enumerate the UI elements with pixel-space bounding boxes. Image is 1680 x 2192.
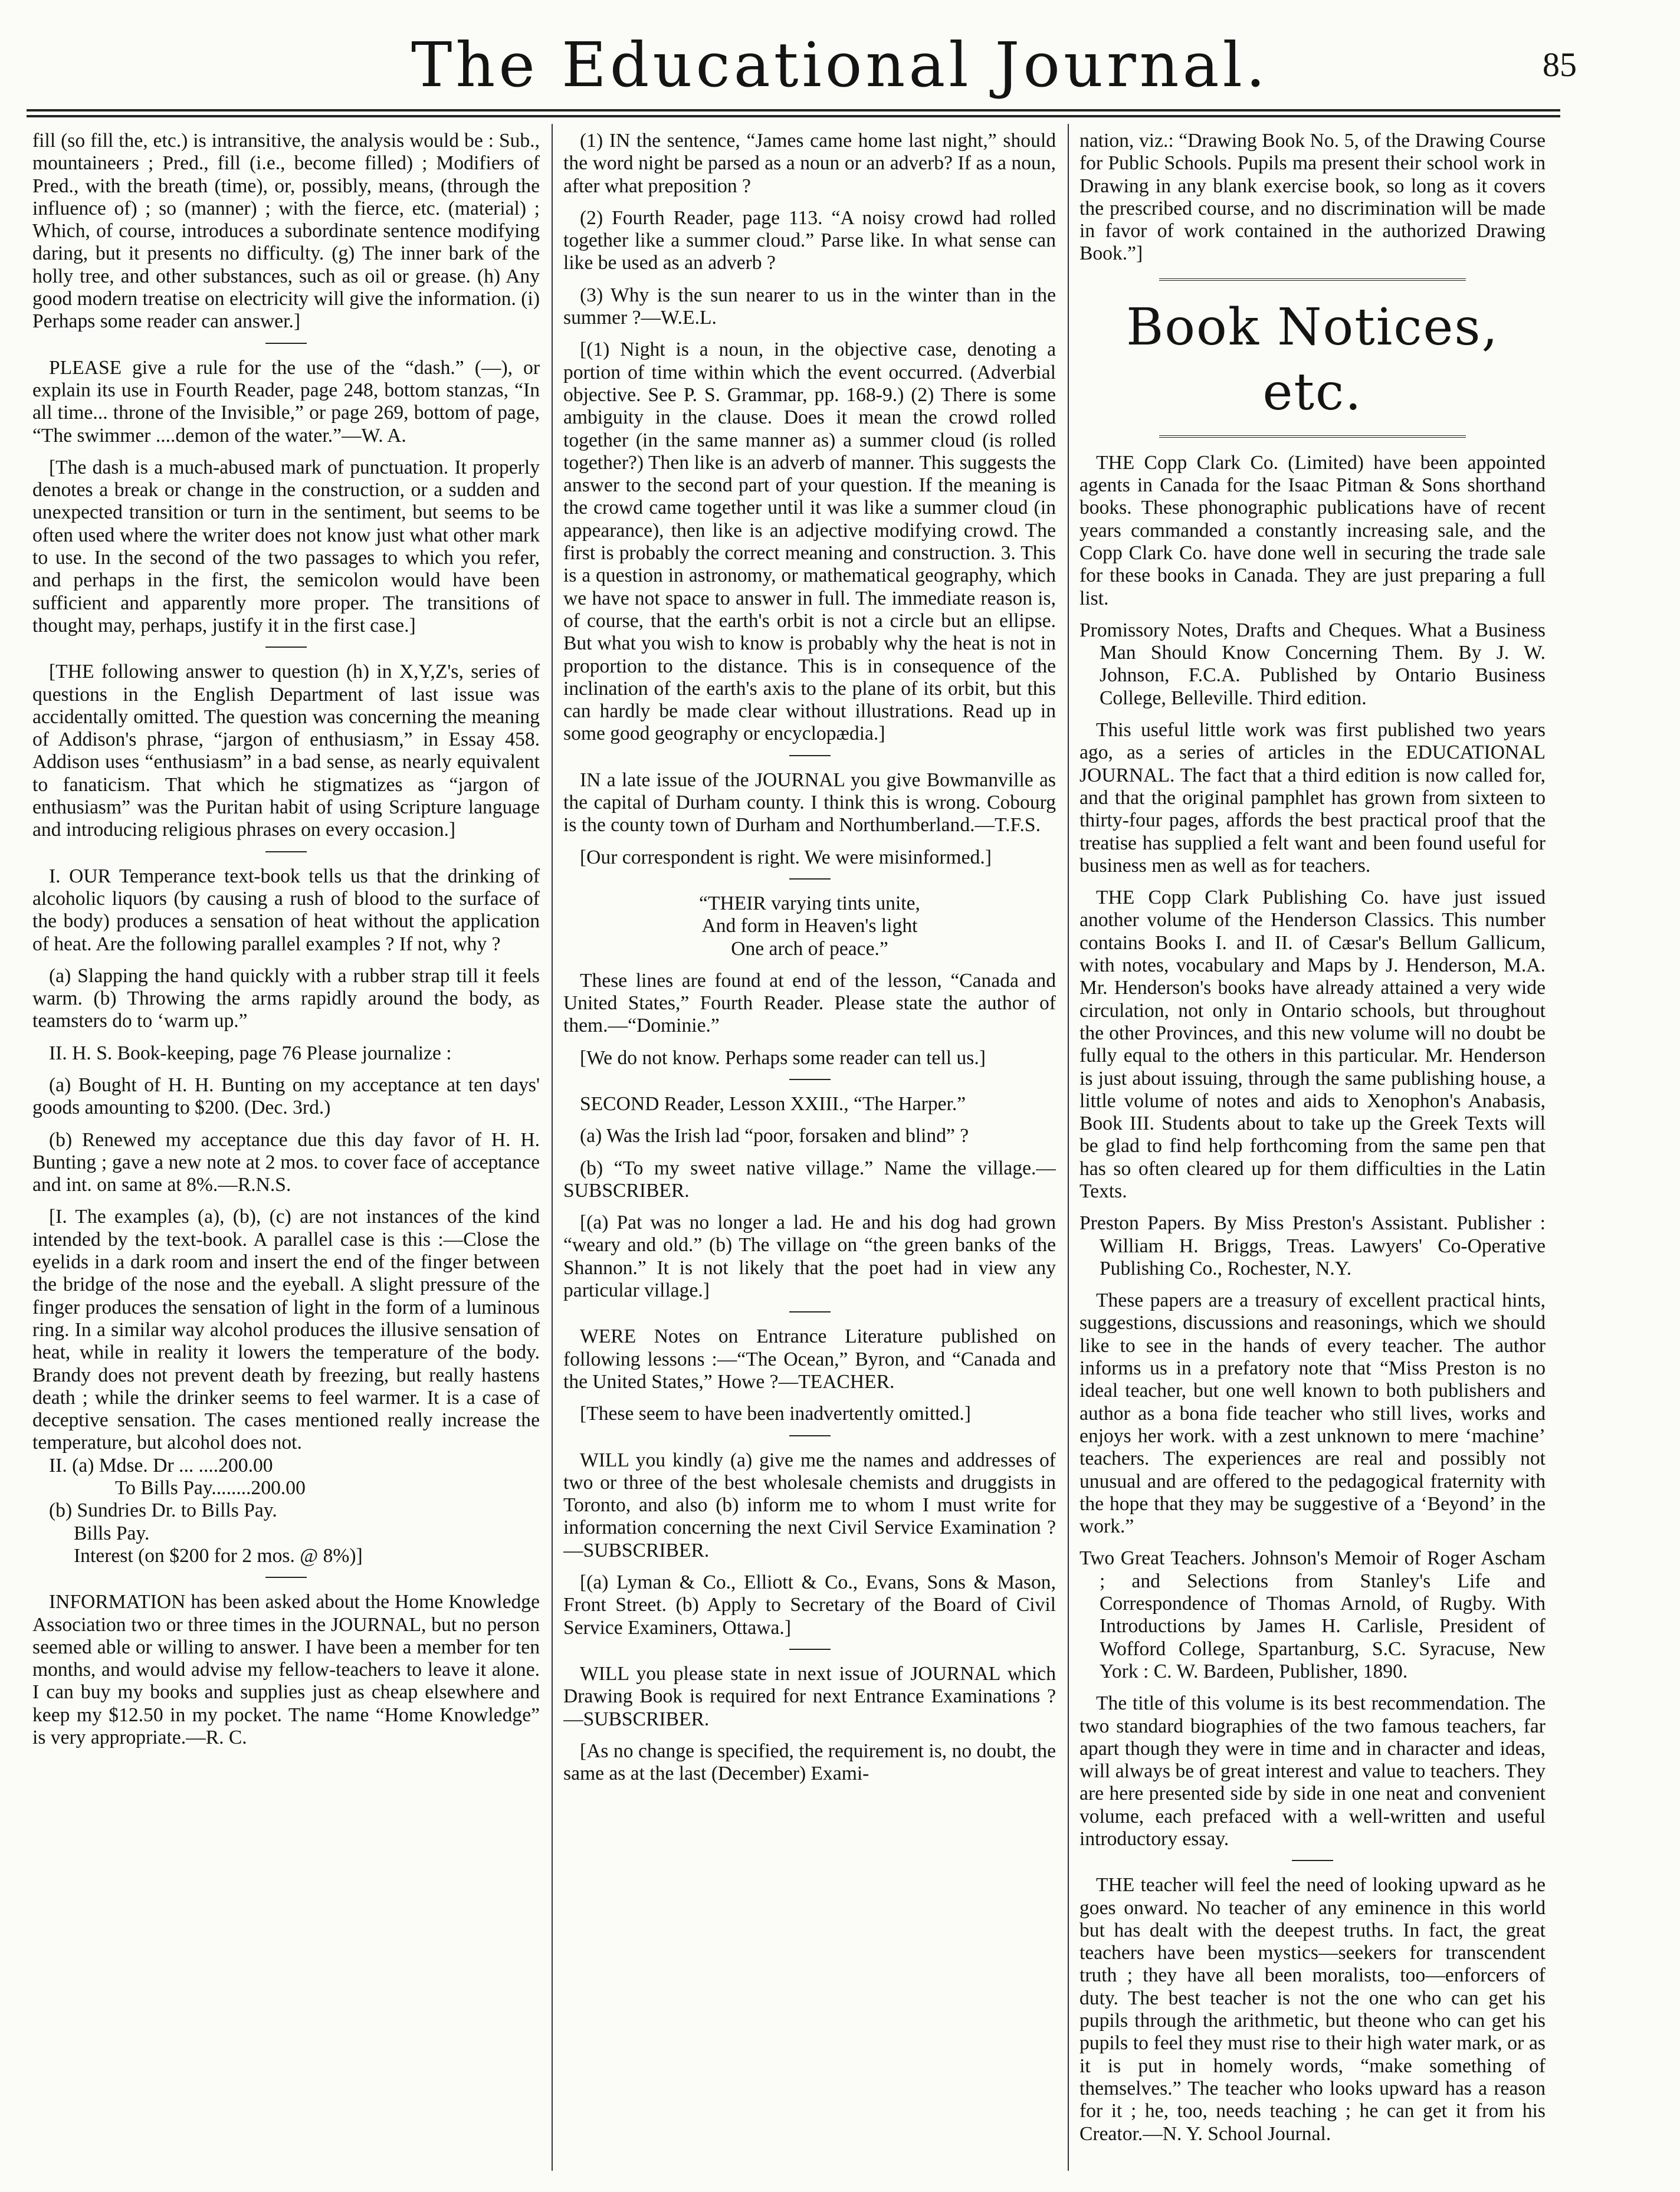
page-number: 85 bbox=[1543, 45, 1577, 84]
paragraph: [We do not know. Perhaps some reader can tell us.] bbox=[580, 1046, 986, 1069]
separator bbox=[265, 343, 307, 344]
paragraph: nation, viz.: “Drawing Book No. 5, of the Drawing Course for Public Schools. Pupils ma present their school work in Drawing in any blank exercise book, so long as it covers the prescribed course, and no discrimination will be made in favor of work contained in the authorized Drawing Book.”] bbox=[1079, 130, 1546, 265]
book-entry: Promissory Notes, Drafts and Cheques. What a Business Man Should Know Concerning Them. By J. W. Johnson, F.C.A. Published by Ontario Business College, Belleville. Third edition. bbox=[1079, 619, 1546, 709]
separator bbox=[789, 755, 831, 756]
paragraph: [I. The examples (a), (b), (c) are not instances of the kind intended by the text-book. A parallel case is this :—Close the eyelids in a dark room and insert the end of the finger between the bridge of the nose and the eyeball. A slight pressure of the finger produces the sensation of light in the form of a luminous ring. In a similar way alcohol produces the illusive sensation of heat, while in reality it lowers the temperature of the body. Brandy does not prevent death by freezing, but really hastens death ; while the drinker seems to feel warmer. It is a case of deceptive sensation. The cases mentioned really increase the temperature, but alcohol does not. bbox=[32, 1206, 540, 1454]
paragraph: I. OUR Temperance text-book tells us that the drinking of alcoholic liquors (by causing a rush of blood to the surface of the body) produces a sensation of heat without the application of heat. Are the following parallel examples ? If not, why ? bbox=[32, 865, 540, 955]
paragraph: (a) Slapping the hand quickly with a rubber strap till it feels warm. (b) Throwing the arms rapidly around the body, as teamsters do to ‘warm up.” bbox=[32, 964, 540, 1032]
separator bbox=[789, 1311, 831, 1312]
column-1 bbox=[32, 130, 540, 2171]
paragraph: WILL you kindly (a) give me the names and addresses of two or three of the best wholesale chemists and druggists in Toronto, and also (b) inform me to whom I must write for information concerning the next Civil Service Examination ?—SUBSCRIBER. bbox=[563, 1449, 1056, 1561]
header-rule-top bbox=[27, 109, 1560, 111]
paragraph: II. H. S. Book-keeping, page 76 Please journalize : bbox=[49, 1042, 452, 1064]
paragraph: fill (so fill the, etc.) is intransitive, the analysis would be : Sub., mountaineers ; Pred., fill (i.e., become filled) ; Modifiers of Pred., with the breath (time), or, possibly, means, (through the influence of) ; so (manner) ; with the fierce, etc. (material) ; Which, of course, introduces a subordinate sentence modifying daring, but it presents no difficulty. (g) The inner bark of the holly tree, and other substances, such as oil or grease. (h) Any good modern treatise on electricity will give the information. (i) Perhaps some reader can answer.] bbox=[32, 130, 540, 333]
verse-line: One arch of peace.” bbox=[731, 937, 888, 960]
paragraph: [These seem to have been inadvertently omitted.] bbox=[580, 1403, 971, 1425]
separator bbox=[789, 1649, 831, 1650]
paragraph: These papers are a treasury of excellent practical hints, suggestions, discussions and reasonings, which we should like to see in the hands of every teacher. The author informs us in a prefatory note that “Miss Preston is no ideal teacher, but one well known to both publishers and author as a bona fide teacher who still lives, works and enjoys her work. with a zest unknown to mere ‘machine’ teachers. The experiences are real and possibly not unusual and are offered to the pedagogical fraternity with the hope that they may be suggestive of a ‘Beyond’ in the work.” bbox=[1079, 1289, 1546, 1538]
journal-entry-line: (b) Sundries Dr. to Bills Pay. bbox=[49, 1499, 277, 1522]
separator bbox=[265, 851, 307, 852]
journal-entry-line: Interest (on $200 for 2 mos. @ 8%)] bbox=[74, 1544, 363, 1567]
separator bbox=[789, 1435, 831, 1436]
paragraph: (a) Was the Irish lad “poor, forsaken and blind” ? bbox=[580, 1125, 969, 1147]
masthead bbox=[0, 29, 1680, 100]
paragraph: [(1) Night is a noun, in the objective case, denoting a portion of time within which the event occurred. (Adverbial objective. See P. S. Grammar, pp. 168-9.) (2) There is some ambiguity in the clause. Does it mean the crowd rolled together (in the same manner as) a summer cloud (is rolled together?) Then like is an adverb of manner. This suggests the answer to the second part of your question. If the meaning is the crowd came together until it was like a summer cloud (in appearance), then like is an adjective modifying crowd. The first is probably the correct meaning and construction. 3. This is a question in astronomy, or mathematical geography, which we have not space to answer in full. The immediate reason is, of course, that the earth's orbit is not a circle but an ellipse. But what you wish to know is probably why the heat is not in proportion to the distance. This is in consequence of the inclination of the earth's axis to the plane of its orbit, but this can hardly be made clear without illustrations. Read up in some good geography or encyclopædia.] bbox=[563, 339, 1056, 745]
paragraph: (2) Fourth Reader, page 113. “A noisy crowd had rolled together like a summer cloud.” Parse like. In what sense can like be used as an adverb ? bbox=[563, 206, 1056, 274]
journal-title: The Educational Journal. bbox=[411, 29, 1269, 101]
separator bbox=[265, 647, 307, 648]
paragraph: PLEASE give a rule for the use of the “dash.” (—), or explain its use in Fourth Reader, page 248, bottom stanzas, “In all time... throne of the Invisible,” or page 269, bottom of page, “The swimmer ....demon of the water.”—W. A. bbox=[32, 356, 540, 447]
paragraph: [Our correspondent is right. We were misinformed.] bbox=[580, 846, 992, 868]
paragraph: INFORMATION has been asked about the Home Knowledge Association two or three times in the JOURNAL, but no person seemed able or willing to answer. I have been a member for ten months, and would advise my fellow-teachers to leave it alone. I can buy my books and supplies just as cheap elsewhere and keep my $12.50 in my pocket. The name “Home Knowledge” is very appropriate.—R. C. bbox=[32, 1591, 540, 1748]
separator bbox=[789, 1079, 831, 1080]
separator bbox=[1159, 435, 1466, 438]
separator bbox=[265, 1577, 307, 1578]
paragraph: THE teacher will feel the need of looking upward as he goes onward. No teacher of any eminence in this world but has dealt with the deepest truths. In fact, the great teachers have been mystics—seekers for transcendent truth ; they have all been moralists, too—enforcers of duty. The best teacher is not the one who can get his pupils through the arithmetic, but theone who can get his pupils to feel they must rise to their high water mark, or as it is put in homely words, “make something of themselves.” The teacher who looks upward has a reason for it ; he, too, needs teaching ; he can get it from his Creator.—N. Y. School Journal. bbox=[1079, 1874, 1546, 2145]
column-divider-right bbox=[1068, 124, 1069, 2171]
book-entry: Preston Papers. By Miss Preston's Assistant. Publisher : William H. Briggs, Treas. Lawyers' Co-Operative Publishing Co., Rochester, N.Y. bbox=[1079, 1212, 1546, 1279]
paragraph: SECOND Reader, Lesson XXIII., “The Harper.” bbox=[580, 1092, 966, 1115]
paragraph: (3) Why is the sun nearer to us in the winter than in the summer ?—W.E.L. bbox=[563, 284, 1056, 329]
journal-entry-line: II. (a) Mdse. Dr ... ....200.00 bbox=[49, 1454, 273, 1476]
paragraph: [(a) Lyman & Co., Elliott & Co., Evans, Sons & Mason, Front Street. (b) Apply to Secretary of the Board of Civil Service Examiners, Ottawa.] bbox=[563, 1571, 1056, 1639]
section-heading: Book Notices, etc. bbox=[1126, 297, 1499, 422]
column-divider-left bbox=[552, 124, 553, 2171]
paragraph: The title of this volume is its best recommendation. The two standard biographies of the two famous teachers, far apart though they were in time and in character and ideas, will always be of great interest and value to teachers. They are here presented side by side in one neat and convenient volume, each prefaced with a well-written and useful introductory essay. bbox=[1079, 1692, 1546, 1850]
paragraph: (b) Renewed my acceptance due this day favor of H. H. Bunting ; gave a new note at 2 mos. to cover face of acceptance and int. on same at 8%.—R.N.S. bbox=[32, 1128, 540, 1196]
paragraph: (b) “To my sweet native village.” Name the village.—SUBSCRIBER. bbox=[563, 1157, 1056, 1202]
journal-entry-line: To Bills Pay........200.00 bbox=[115, 1477, 306, 1499]
paragraph: [The dash is a much-abused mark of punctuation. It properly denotes a break or change in the construction, or a sudden and unexpected transition or turn in the sentiment, but seems to be often used where the writer does not know just what other mark to use. In the second of the two passages to which you refer, and perhaps in the first, the semicolon would have been sufficient and apparently more proper. The transitions of thought may, perhaps, justify it in the first case.] bbox=[32, 456, 540, 636]
paragraph: [(a) Pat was no longer a lad. He and his dog had grown “weary and old.” (b) The village on “the green banks of the Shannon.” It is not likely that the poet had in view any particular village.] bbox=[563, 1212, 1056, 1302]
paragraph: WILL you please state in next issue of JOURNAL which Drawing Book is required for next Entrance Examinations ?—SUBSCRIBER. bbox=[563, 1662, 1056, 1730]
column-2 bbox=[563, 130, 1056, 2171]
paragraph: These lines are found at end of the lesson, “Canada and United States,” Fourth Reader. Please state the author of them.—“Dominie.” bbox=[563, 969, 1056, 1037]
separator bbox=[789, 878, 831, 880]
book-entry: Two Great Teachers. Johnson's Memoir of Roger Ascham ; and Selections from Stanley's Life and Correspondence of Thomas Arnold, of Rugby. With Introductions by James H. Carlisle, President of Wofford College, Spartanburg, S.C. Syracuse, New York : C. W. Bardeen, Publisher, 1890. bbox=[1079, 1547, 1546, 1682]
column-3 bbox=[1079, 130, 1546, 2171]
journal-entry-line: Bills Pay. bbox=[74, 1522, 150, 1544]
paragraph: THE Copp Clark Publishing Co. have just issued another volume of the Henderson Classics. This number contains Books I. and II. of Cæsar's Bellum Gallicum, with notes, vocabulary and Maps by J. Henderson, M.A. Mr. Henderson's books have already attained a very wide circulation, not only in Ontario schools, but throughout the other Provinces, and this new volume will no doubt be fully equal to the others in this particular. Mr. Henderson is just about issuing, through the same publishing house, a little volume of notes and aids to Xenophon's Anabasis, Book III. Students about to take up the Greek Texts will be glad to find help forthcoming from the same pen that has so often cleared up for them difficulties in the Latin Texts. bbox=[1079, 887, 1546, 1202]
paragraph: This useful little work was first published two years ago, as a series of articles in the EDUCATIONAL JOURNAL. The fact that a third edition is now called for, and that the original pamphlet has grown from sixteen to thirty-four pages, affords the best practical proof that the treatise has supplied a felt want and been found useful for business men as well as for teachers. bbox=[1079, 719, 1546, 877]
paragraph: IN a late issue of the JOURNAL you give Bowmanville as the capital of Durham county. I think this is wrong. Cobourg is the county town of Durham and Northumberland.—T.F.S. bbox=[563, 769, 1056, 836]
paragraph: (1) IN the sentence, “James came home last night,” should the word night be parsed as a noun or an adverb? If as a noun, after what preposition ? bbox=[563, 130, 1056, 197]
verse-line: “THEIR varying tints unite, bbox=[699, 892, 920, 914]
separator bbox=[1292, 1860, 1333, 1861]
verse-line: And form in Heaven's light bbox=[701, 915, 918, 937]
paragraph: [As no change is specified, the requirement is, no doubt, the same as at the last (December) Exami- bbox=[563, 1740, 1056, 1785]
header-rule-bottom bbox=[27, 115, 1560, 117]
paragraph: (a) Bought of H. H. Bunting on my acceptance at ten days' goods amounting to $200. (Dec. 3rd.) bbox=[32, 1074, 540, 1119]
paragraph: WERE Notes on Entrance Literature published on following lessons :—“The Ocean,” Byron, and “Canada and the United States,” Howe ?—TEACHER. bbox=[563, 1325, 1056, 1393]
paragraph: [THE following answer to question (h) in X,Y,Z's, series of questions in the English Department of last issue was accidentally omitted. The question was concerning the meaning of Addison's phrase, “jargon of enthusiasm,” in Essay 458. Addison uses “enthusiasm” in a bad sense, as nearly equivalent to fanaticism. That which he stigmatizes as “jargon of enthusiasm” was the Puritan habit of using Scripture language and introducing religious phrases on every occasion.] bbox=[32, 661, 540, 841]
paragraph: THE Copp Clark Co. (Limited) have been appointed agents in Canada for the Isaac Pitman & Sons shorthand books. These phonographic publications have of recent years commanded a constantly increasing sale, and the Copp Clark Co. have done well in securing the trade sale for these books in Canada. They are just preparing a full list. bbox=[1079, 451, 1546, 609]
separator bbox=[1159, 278, 1466, 281]
